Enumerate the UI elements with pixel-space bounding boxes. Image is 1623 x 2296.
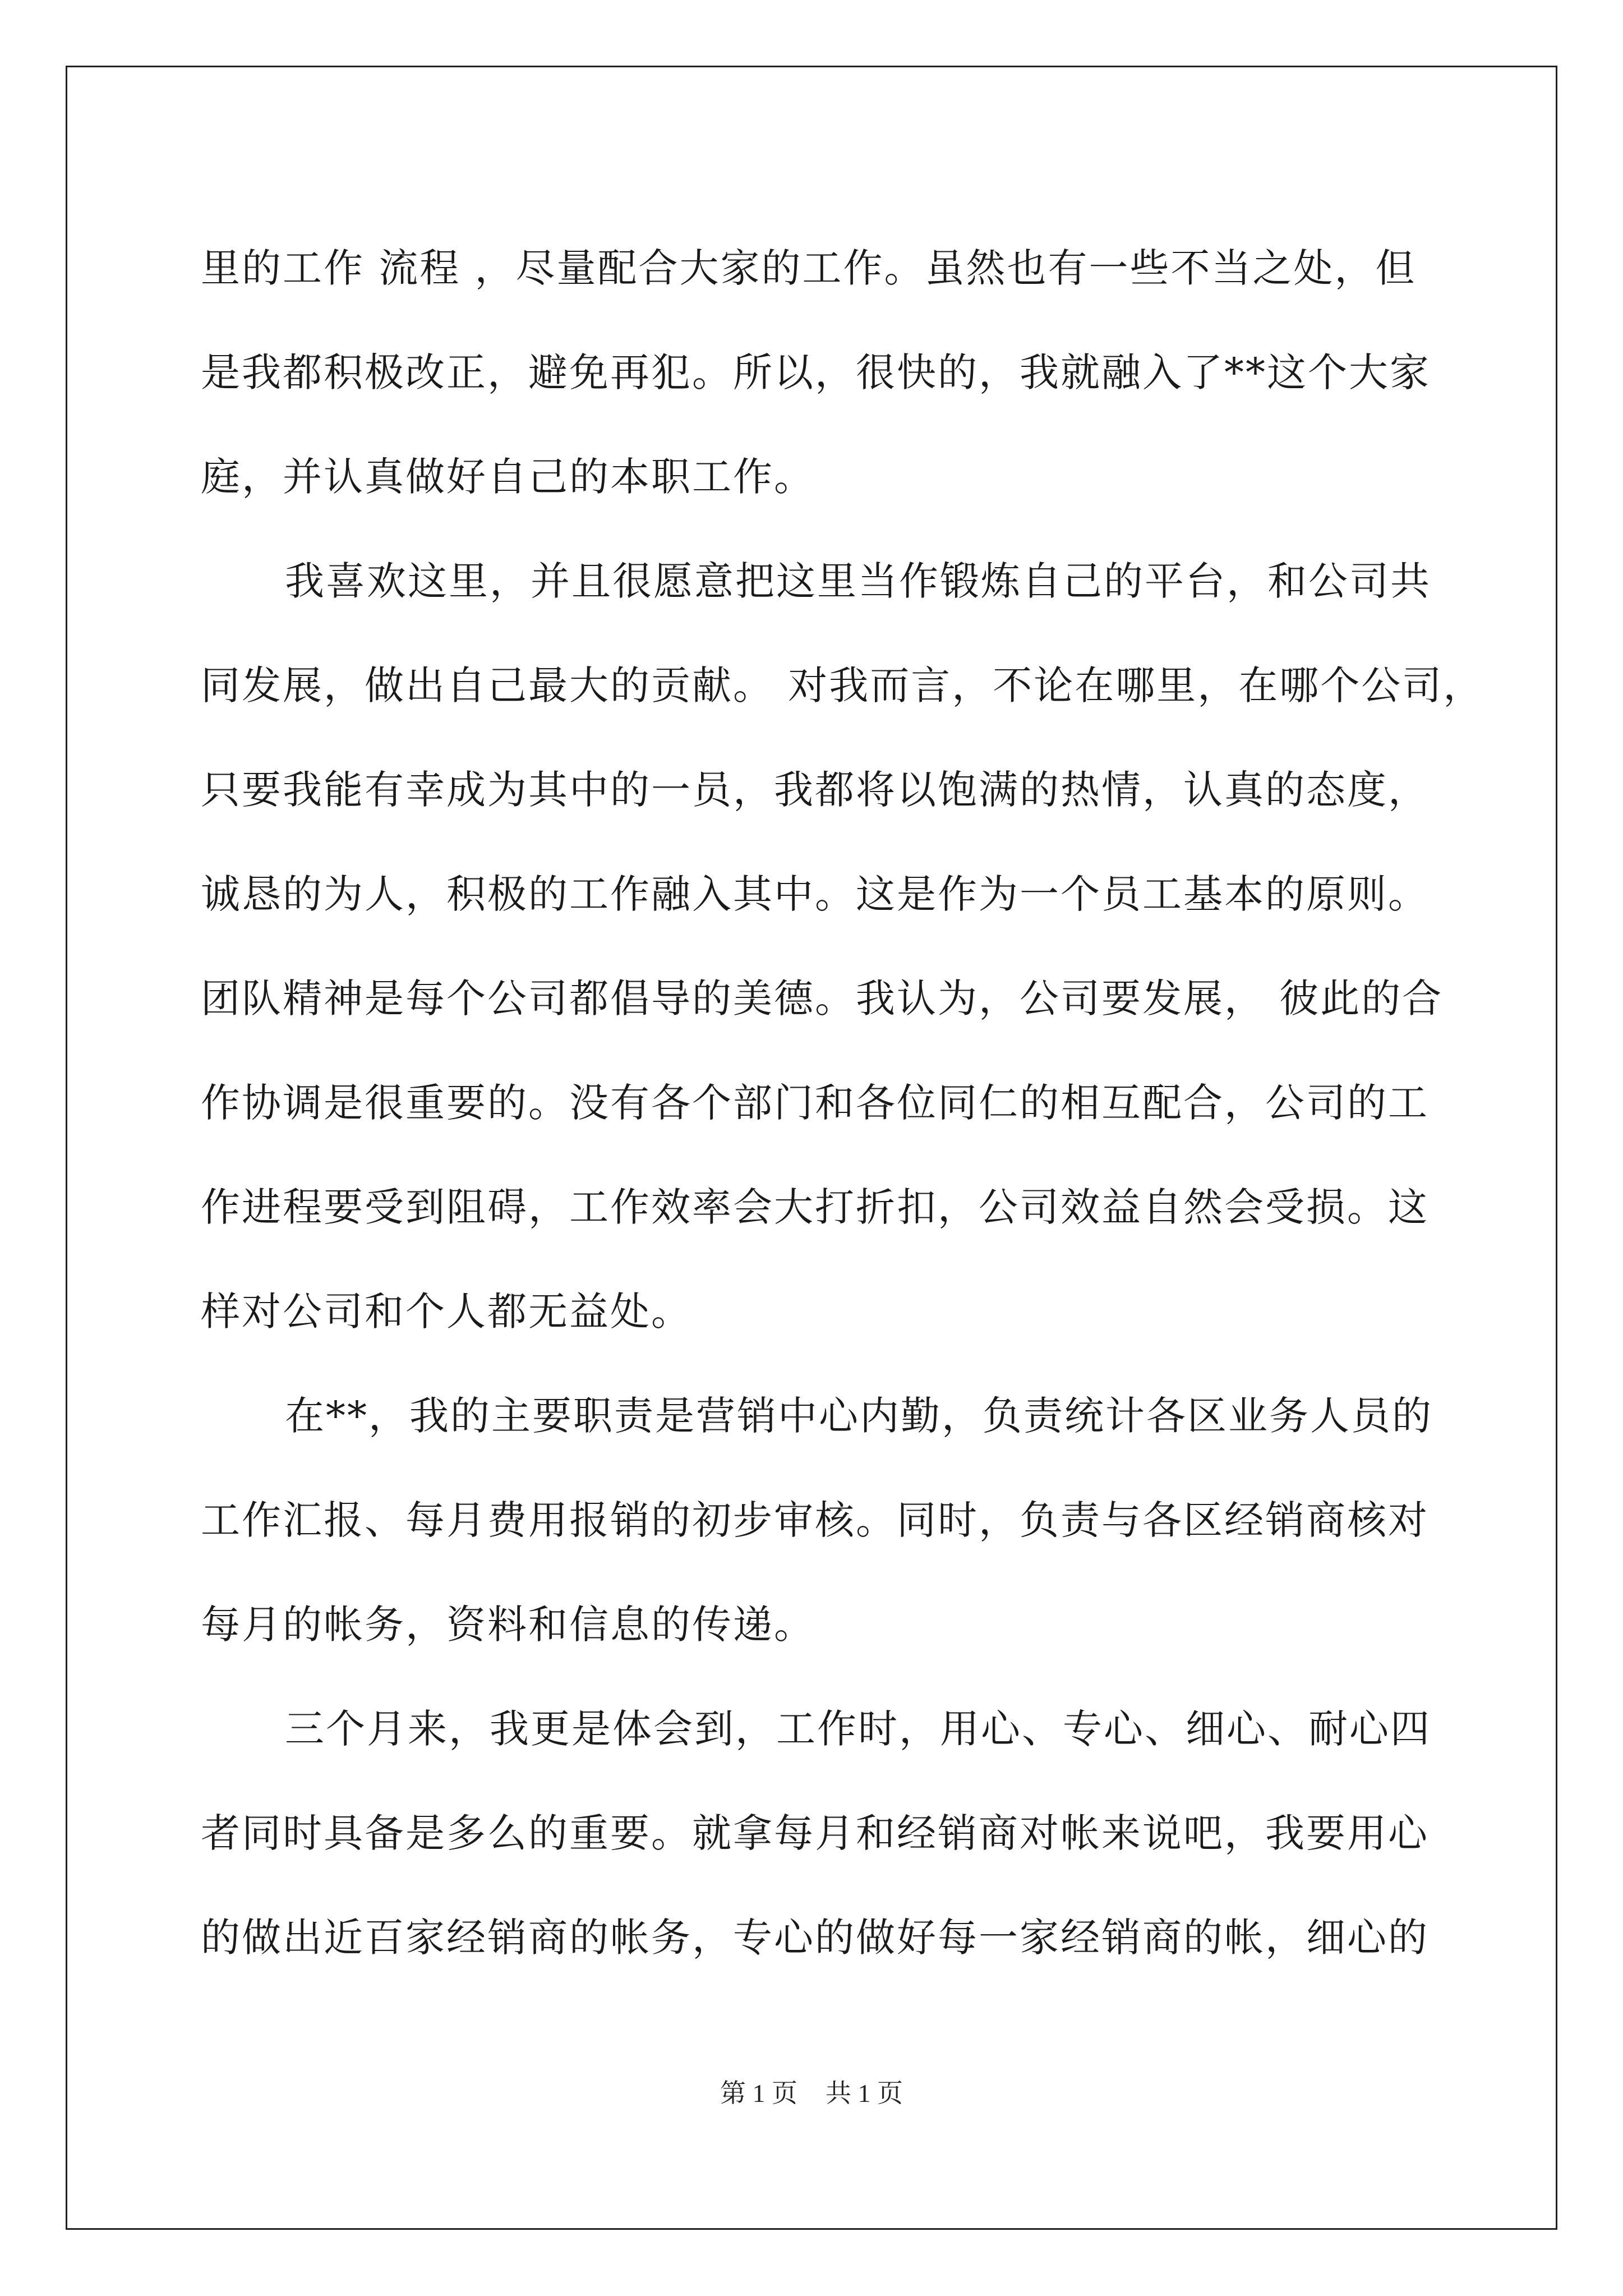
text-line: 在**，我的主要职责是营销中心内勤，负责统计各区业务人员的 bbox=[285, 1393, 1433, 1439]
text-line: 我喜欢这里，并且很愿意把这里当作锻炼自己的平台，和公司共 bbox=[285, 558, 1431, 604]
paragraph-4 bbox=[201, 1677, 1431, 1990]
text-line: 同发展，做出自己最大的贡献。 对我而言，不论在哪里，在哪个公司， bbox=[201, 662, 1484, 708]
text-line: 的做出近百家经销商的帐务，专心的做好每一家经销商的帐，细心的 bbox=[201, 1915, 1429, 1961]
paragraph-1 bbox=[201, 216, 1431, 529]
page-footer bbox=[0, 2073, 1623, 2110]
text-line: 里的工作 流程 ，尽量配合大家的工作。虽然也有一些不当之处，但 bbox=[201, 245, 1417, 291]
text-line: 三个月来，我更是体会到，工作时，用心、专心、细心、耐心四 bbox=[285, 1706, 1431, 1752]
paragraph-3 bbox=[201, 1364, 1433, 1677]
document-body bbox=[201, 216, 1484, 1990]
page-number: 第 1 页 bbox=[720, 2079, 797, 2108]
text-line: 者同时具备是多么的重要。就拿每月和经销商对帐来说吧，我要用心 bbox=[201, 1810, 1429, 1856]
text-line: 是我都积极改正，避免再犯。所以，很快的，我就融入了**这个大家 bbox=[201, 349, 1431, 395]
text-line: 诚恳的为人，积极的工作融入其中。这是作为一个员工基本的原则。 bbox=[201, 871, 1429, 917]
text-line: 只要我能有幸成为其中的一员，我都将以饱满的热情，认真的态度， bbox=[201, 767, 1429, 813]
text-line: 工作汇报、每月费用报销的初步审核。同时，负责与各区经销商核对 bbox=[201, 1497, 1429, 1543]
text-line: 样对公司和个人都无益处。 bbox=[201, 1289, 692, 1335]
text-line: 庭，并认真做好自己的本职工作。 bbox=[201, 454, 815, 500]
text-line: 团队精神是每个公司都倡导的美德。我认为，公司要发展， 彼此的合 bbox=[201, 976, 1444, 1022]
text-line: 每月的帐务，资料和信息的传递。 bbox=[201, 1602, 815, 1648]
text-line: 作协调是很重要的。没有各个部门和各位同仁的相互配合，公司的工 bbox=[201, 1080, 1429, 1126]
paragraph-2 bbox=[201, 529, 1484, 1364]
page-total: 共 1 页 bbox=[826, 2079, 903, 2108]
text-line: 作进程要受到阻碍，工作效率会大打折扣，公司效益自然会受损。这 bbox=[201, 1184, 1429, 1230]
